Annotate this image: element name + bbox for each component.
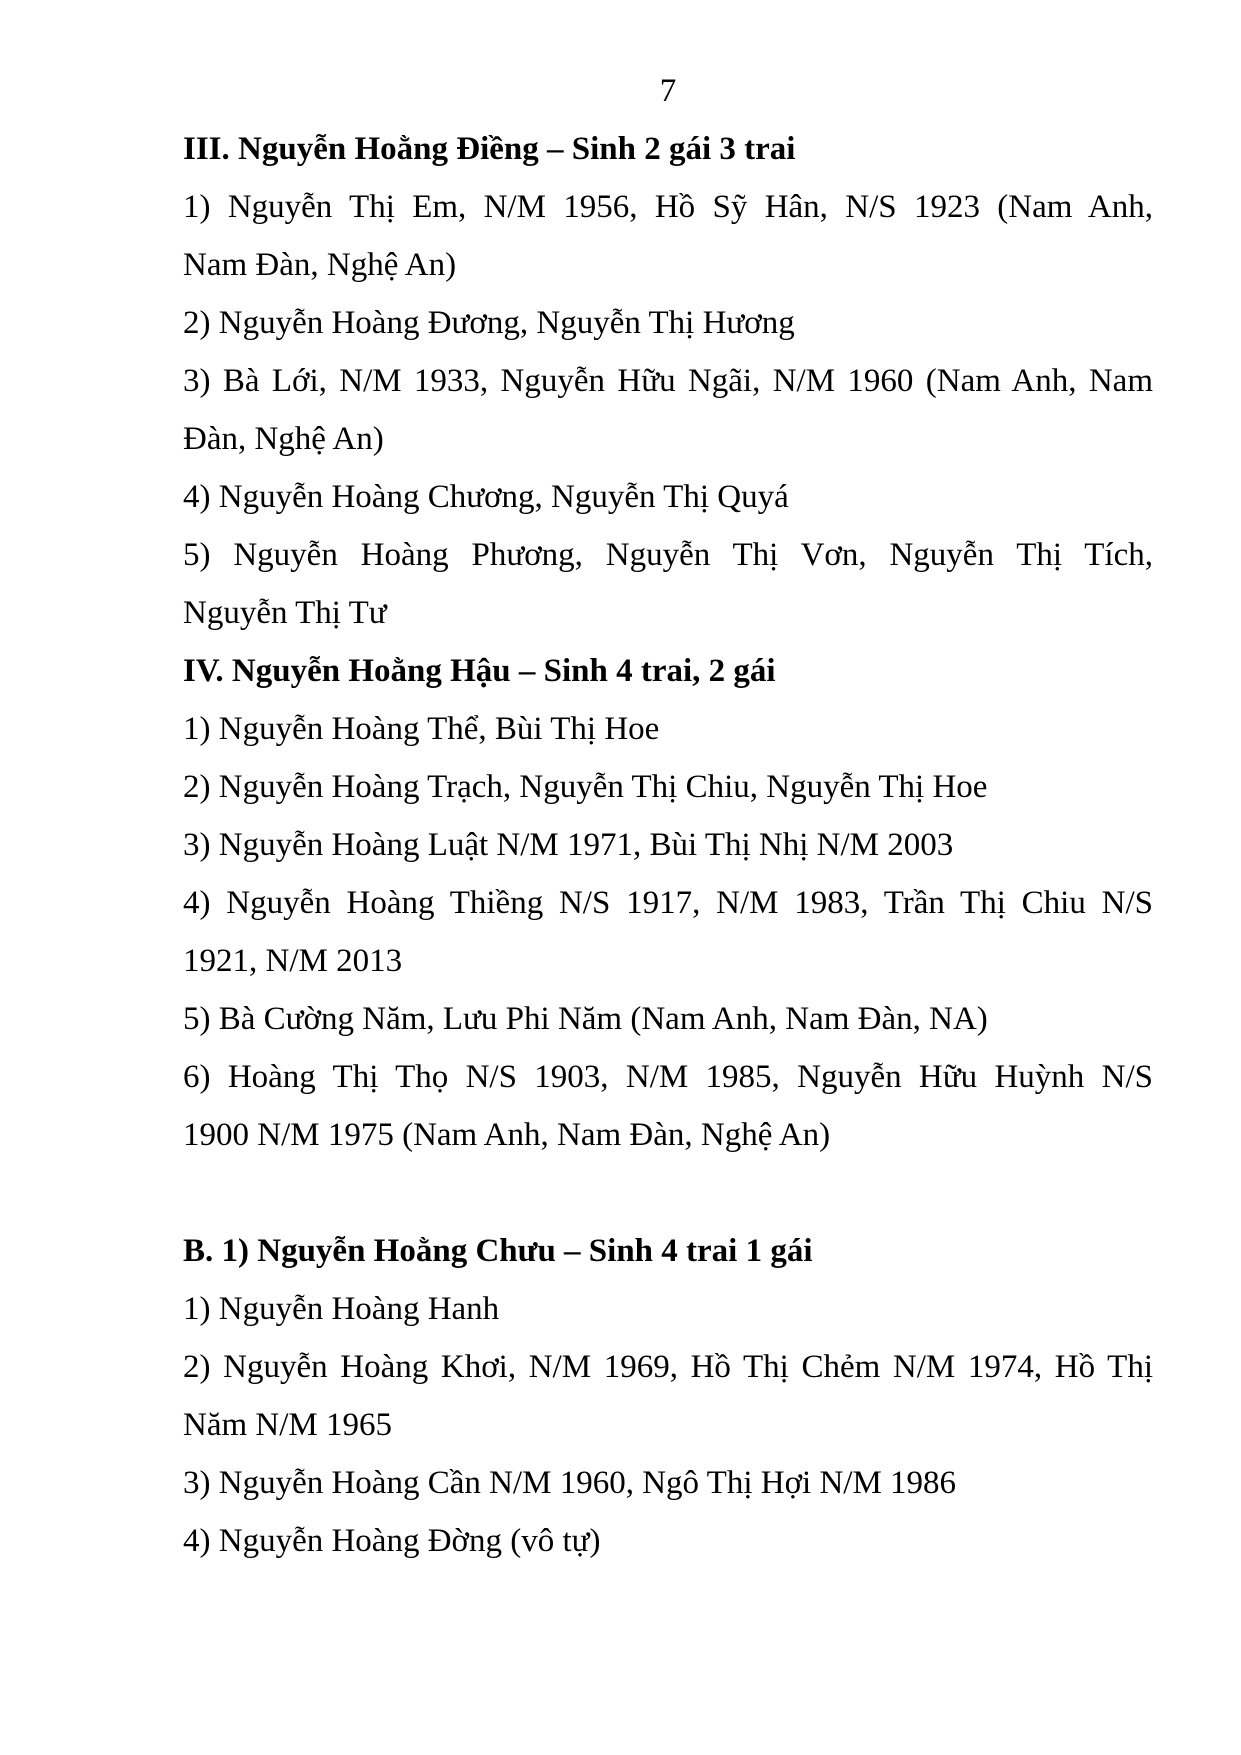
text-line: Đàn, Nghệ An) (183, 421, 384, 457)
text-line: 2) Nguyễn Hoàng Đương, Nguyễn Thị Hương (183, 305, 795, 341)
text-line: 1) Nguyễn Hoàng Thể, Bùi Thị Hoe (183, 711, 660, 747)
text-line: 2) Nguyễn Hoàng Trạch, Nguyễn Thị Chiu, Nguyễn Thị Hoe (183, 769, 988, 805)
text-line: 2) Nguyễn Hoàng Khơi, N/M 1969, Hồ Thị Chẻm N/M 1974, Hồ Thị (183, 1349, 1153, 1385)
text-line: 1) Nguyễn Thị Em, N/M 1956, Hồ Sỹ Hân, N/S 1923 (Nam Anh, (183, 189, 1153, 225)
text-line: 3) Nguyễn Hoàng Luật N/M 1971, Bùi Thị Nhị N/M 2003 (183, 827, 954, 863)
text-line: Nam Đàn, Nghệ An) (183, 247, 457, 283)
text-line: 3) Bà Lới, N/M 1933, Nguyễn Hữu Ngãi, N/M 1960 (Nam Anh, Nam (183, 363, 1153, 399)
text-line: 4) Nguyễn Hoàng Thiềng N/S 1917, N/M 1983, Trần Thị Chiu N/S (183, 885, 1153, 921)
text-line: 5) Bà Cường Năm, Lưu Phi Năm (Nam Anh, Nam Đàn, NA) (183, 1001, 988, 1037)
blank-line (183, 1164, 1153, 1222)
text-line: Năm N/M 1965 (183, 1407, 392, 1443)
text-line: 5) Nguyễn Hoàng Phương, Nguyễn Thị Vơn, Nguyễn Thị Tích, (183, 537, 1153, 573)
text-line: Nguyễn Thị Tư (183, 595, 387, 631)
text-line: 4) Nguyễn Hoàng Đờng (vô tự) (183, 1523, 601, 1559)
text-line: 1921, N/M 2013 (183, 943, 403, 979)
section-heading: IV. Nguyễn Hoằng Hậu – Sinh 4 trai, 2 gái (183, 653, 776, 689)
text-line: 4) Nguyễn Hoàng Chương, Nguyễn Thị Quyá (183, 479, 789, 515)
page-number: 7 (659, 73, 677, 109)
text-line: 3) Nguyễn Hoàng Cần N/M 1960, Ngô Thị Hợi N/M 1986 (183, 1465, 957, 1501)
section-heading: III. Nguyễn Hoằng Điềng – Sinh 2 gái 3 trai (183, 131, 796, 167)
document-body (183, 120, 1153, 1570)
section-heading: B. 1) Nguyễn Hoằng Chưu – Sinh 4 trai 1 gái (183, 1233, 813, 1269)
text-line: 1900 N/M 1975 (Nam Anh, Nam Đàn, Nghệ An) (183, 1117, 831, 1153)
text-line: 1) Nguyễn Hoàng Hanh (183, 1291, 500, 1327)
text-line: 6) Hoàng Thị Thọ N/S 1903, N/M 1985, Nguyễn Hữu Huỳnh N/S (183, 1059, 1153, 1095)
